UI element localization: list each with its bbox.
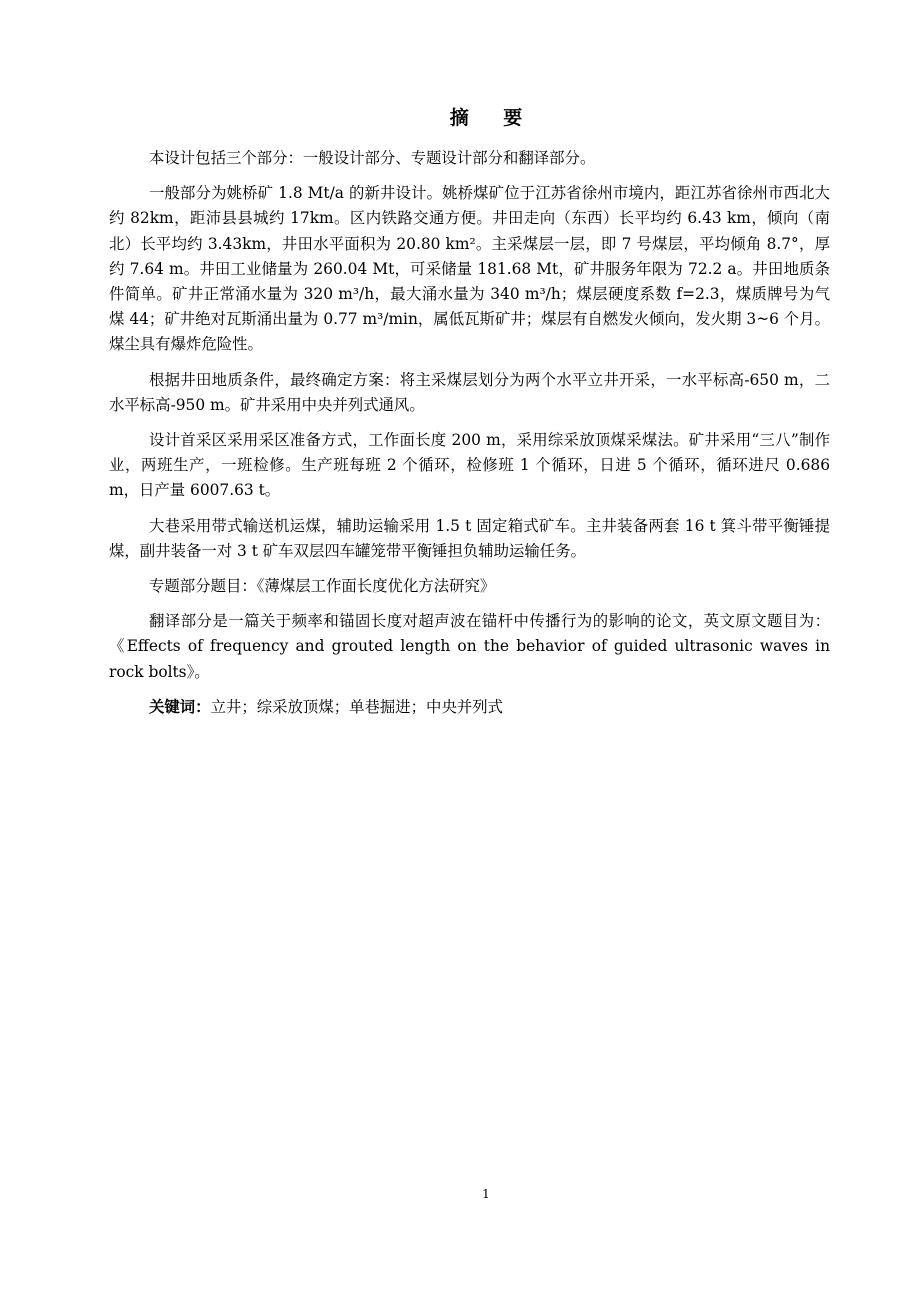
paragraph-intro: 本设计包括三个部分：一般设计部分、专题设计部分和翻译部分。 xyxy=(149,149,596,167)
paragraph-plan: 根据井田地质条件，最终确定方案：将主采煤层划分为两个水平立井开采，一水平标高-650 m，二水平标高-950 m。矿井采用中央并列式通风。 xyxy=(109,370,830,414)
paragraph-translation: 翻译部分是一篇关于频率和锚固长度对超声波在锚杆中传播行为的影响的论文，英文原文题目为：《Effects of frequency and grouted length on the behavior of guided ultrasonic waves in rock bolts》。 xyxy=(109,612,830,681)
paragraph-mining-method: 设计首采区采用采区准备方式，工作面长度 200 m，采用综采放顶煤采煤法。矿井采用“三八”制作业，两班生产，一班检修。生产班每班 2 个循环，检修班 1 个循环，日进 5 个循环，循环进尺 0.686 m，日产量 6007.63 t。 xyxy=(109,431,830,500)
keywords-label: 关键词： xyxy=(149,697,211,716)
page-title: 摘 要 xyxy=(449,107,537,129)
page-number: 1 xyxy=(482,1187,490,1201)
paragraph-transport: 大巷采用带式输送机运煤，辅助运输采用 1.5 t 固定箱式矿车。主井装备两套 16 t 箕斗带平衡锤提煤，副井装备一对 3 t 矿车双层四车罐笼带平衡锤担负辅助运输任务。 xyxy=(109,516,830,560)
paragraph-general-design: 一般部分为姚桥矿 1.8 Mt/a 的新井设计。姚桥煤矿位于江苏省徐州市境内，距江苏省徐州市西北大约 82km，距沛县县城约 17km。区内铁路交通方便。井田走向（东西）长平均约 6.43 km，倾向（南北）长平均约 3.43km，井田水平面积为 20.80 km²。主采煤层一层，即 7 号煤层，平均倾角 8.7°，厚约 7.64 m。井田工业储量为 260.04 Mt，可采储量 181.68 Mt，矿井服务年限为 72.2 a。井田地质条件简单。矿井正常涌水量为 320 m³/h，最大涌水量为 340 m³/h；煤层硬度系数 f=2.3，煤质牌号为气煤 44；矿井绝对瓦斯涌出量为 0.77 m³/min，属低瓦斯矿井；煤层有自燃发火倾向，发火期 3~6 个月。煤尘具有爆炸危险性。 xyxy=(109,184,830,354)
keywords-text: 立井；综采放顶煤；单巷掘进；中央并列式 xyxy=(210,697,504,716)
keywords-line xyxy=(109,695,830,720)
paragraph-special-topic: 专题部分题目：《薄煤层工作面长度优化方法研究》 xyxy=(149,577,496,596)
abstract-body xyxy=(109,146,830,730)
